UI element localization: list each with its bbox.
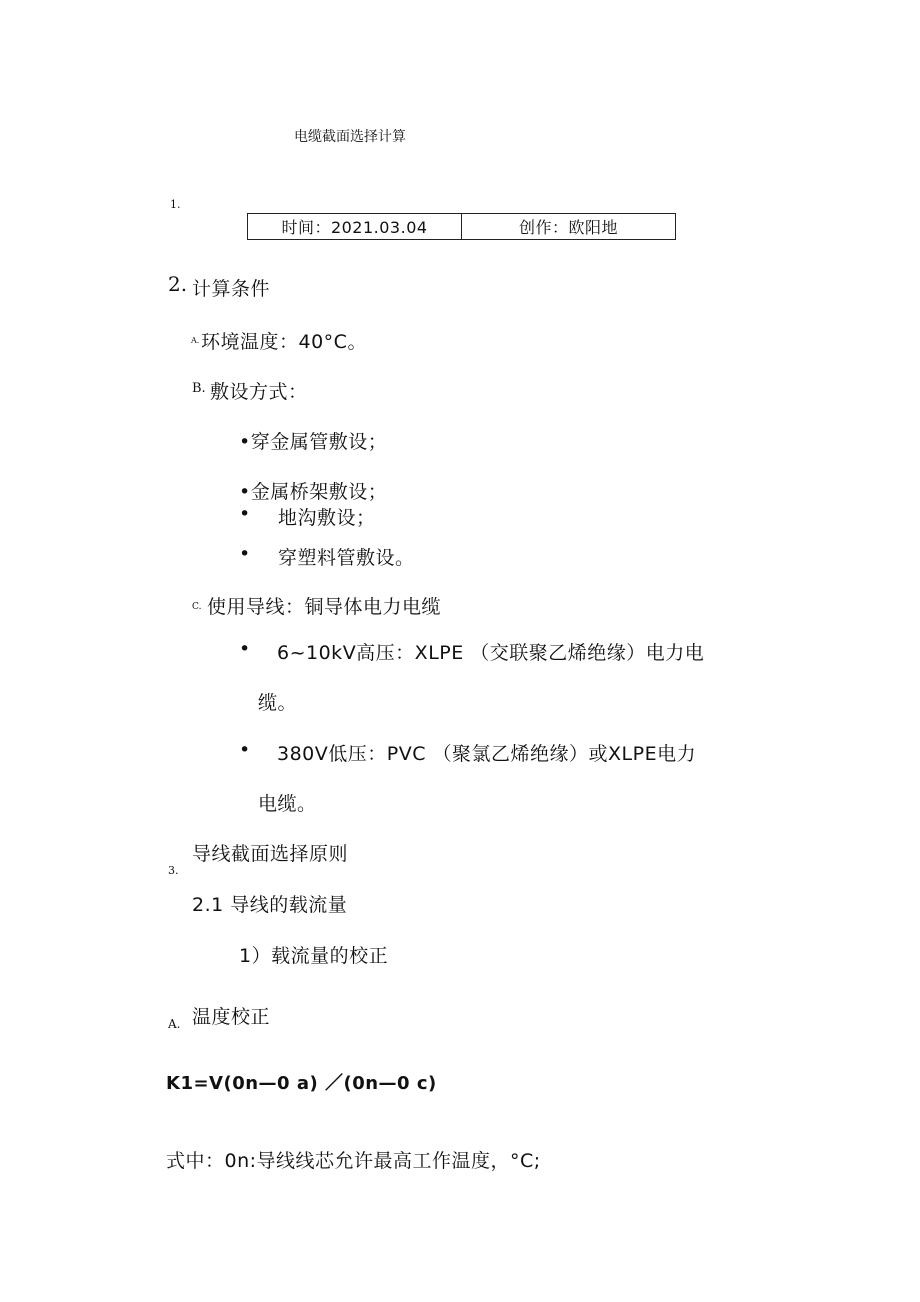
temperature-correction-heading: 温度校正	[192, 1006, 271, 1028]
temperature-correction-marker: A.	[168, 1017, 181, 1031]
document-title: 电缆截面选择计算	[294, 129, 406, 145]
meta-table	[247, 213, 676, 240]
section-3-number: 3.	[168, 864, 179, 877]
subsection-heading: 2.1 导线的载流量	[192, 894, 348, 916]
section-2-number: 2.	[168, 272, 188, 296]
cable-type-lv-cont: 电缆。	[258, 793, 317, 815]
item-a-text: 环境温度：40°C。	[201, 331, 367, 353]
section-1-number: 1.	[170, 198, 181, 211]
cable-type-lv: 380V低压：PVC （聚氯乙烯绝缘）或XLPE电力	[277, 743, 697, 765]
bullet: •	[239, 543, 251, 565]
subsubsection-heading: 1）载流量的校正	[239, 945, 389, 967]
laying-item: •金属桥架敷设；	[239, 481, 388, 503]
author-cell: 创作：欧阳地	[461, 214, 675, 239]
bullet: •	[239, 739, 251, 761]
bullet: •	[239, 638, 251, 660]
cable-type-hv-cont: 缆。	[258, 692, 298, 714]
bullet: •	[239, 503, 251, 525]
item-b-text: 敷设方式：	[210, 381, 308, 403]
section-2-heading: 计算条件	[192, 278, 271, 300]
formula-note: 式中：0n:导线线芯允许最高工作温度，°C;	[166, 1150, 541, 1172]
laying-item: 穿塑料管敷设。	[278, 547, 415, 569]
item-c-marker: C.	[192, 602, 202, 612]
formula: K1=V(0n—0 a) ／(0n—0 c)	[166, 1073, 437, 1094]
section-3-heading: 导线截面选择原则	[192, 843, 349, 865]
item-c-text: 使用导线：铜导体电力电缆	[207, 596, 442, 618]
time-cell: 时间：2021.03.04	[281, 218, 428, 237]
item-b-marker: B.	[192, 381, 206, 396]
laying-item: 地沟敷设；	[278, 507, 376, 529]
item-a-marker: A.	[191, 336, 200, 345]
laying-item: •穿金属管敷设；	[239, 431, 388, 453]
cable-type-hv: 6~10kV高压：XLPE （交联聚乙烯绝缘）电力电	[277, 642, 705, 664]
